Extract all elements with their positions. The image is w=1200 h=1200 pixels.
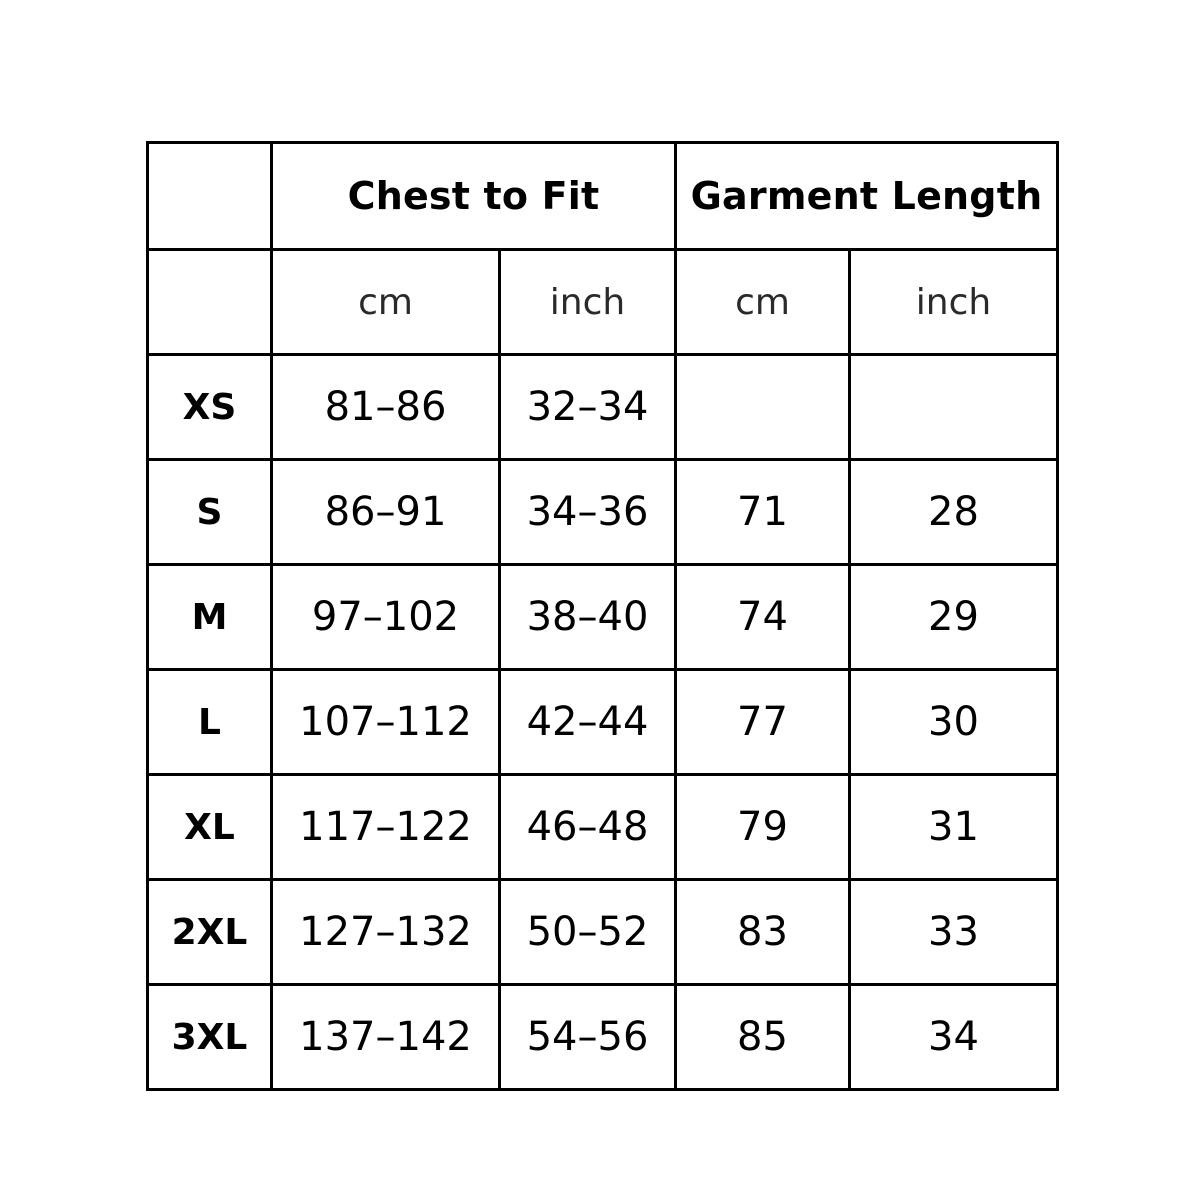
cell-length-inch: 33 xyxy=(850,880,1058,985)
table-row xyxy=(148,565,1058,670)
table-corner-cell-2 xyxy=(148,250,272,355)
unit-header-chest-inch: inch xyxy=(500,250,676,355)
row-size-label: L xyxy=(148,670,272,775)
row-size-label: XL xyxy=(148,775,272,880)
row-size-label: 2XL xyxy=(148,880,272,985)
cell-chest-cm: 117–122 xyxy=(272,775,500,880)
cell-length-cm: 71 xyxy=(676,460,850,565)
cell-length-cm: 79 xyxy=(676,775,850,880)
table-unit-header-row xyxy=(148,250,1058,355)
cell-chest-cm: 137–142 xyxy=(272,985,500,1090)
row-size-label: S xyxy=(148,460,272,565)
cell-chest-inch: 54–56 xyxy=(500,985,676,1090)
cell-length-inch: 31 xyxy=(850,775,1058,880)
cell-length-cm: 74 xyxy=(676,565,850,670)
cell-length-cm: 85 xyxy=(676,985,850,1090)
column-group-chest-to-fit: Chest to Fit xyxy=(272,143,676,250)
cell-chest-cm: 127–132 xyxy=(272,880,500,985)
cell-chest-cm: 81–86 xyxy=(272,355,500,460)
cell-length-inch xyxy=(850,355,1058,460)
cell-length-inch: 30 xyxy=(850,670,1058,775)
table-row xyxy=(148,880,1058,985)
unit-header-length-cm: cm xyxy=(676,250,850,355)
table-group-header-row xyxy=(148,143,1058,250)
table-row xyxy=(148,460,1058,565)
unit-header-length-inch: inch xyxy=(850,250,1058,355)
cell-chest-inch: 50–52 xyxy=(500,880,676,985)
cell-chest-inch: 34–36 xyxy=(500,460,676,565)
unit-header-chest-cm: cm xyxy=(272,250,500,355)
table-row xyxy=(148,355,1058,460)
column-group-garment-length: Garment Length xyxy=(676,143,1058,250)
row-size-label: XS xyxy=(148,355,272,460)
cell-length-inch: 34 xyxy=(850,985,1058,1090)
row-size-label: 3XL xyxy=(148,985,272,1090)
cell-length-inch: 29 xyxy=(850,565,1058,670)
cell-length-cm: 77 xyxy=(676,670,850,775)
size-chart-table xyxy=(146,141,1059,1091)
table-row xyxy=(148,775,1058,880)
table-row xyxy=(148,985,1058,1090)
cell-chest-cm: 86–91 xyxy=(272,460,500,565)
cell-chest-cm: 97–102 xyxy=(272,565,500,670)
cell-chest-inch: 46–48 xyxy=(500,775,676,880)
cell-chest-inch: 42–44 xyxy=(500,670,676,775)
cell-chest-inch: 38–40 xyxy=(500,565,676,670)
cell-length-cm xyxy=(676,355,850,460)
row-size-label: M xyxy=(148,565,272,670)
table-row xyxy=(148,670,1058,775)
cell-length-inch: 28 xyxy=(850,460,1058,565)
table-corner-cell xyxy=(148,143,272,250)
cell-chest-inch: 32–34 xyxy=(500,355,676,460)
cell-chest-cm: 107–112 xyxy=(272,670,500,775)
cell-length-cm: 83 xyxy=(676,880,850,985)
